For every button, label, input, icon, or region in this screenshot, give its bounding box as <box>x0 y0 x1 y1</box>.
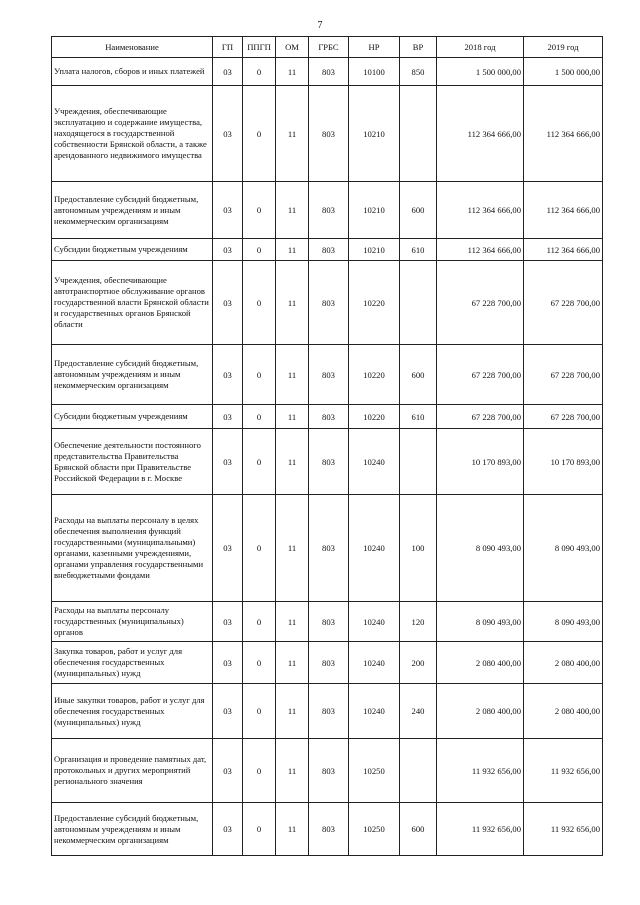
header-name: Наименование <box>52 37 213 58</box>
cell-gp: 03 <box>213 803 243 856</box>
cell-om: 11 <box>276 429 309 495</box>
cell-vr: 850 <box>400 58 437 86</box>
cell-2019: 8 090 493,00 <box>524 602 603 642</box>
header-gp: ГП <box>213 37 243 58</box>
cell-grbs: 803 <box>309 58 349 86</box>
cell-gp: 03 <box>213 602 243 642</box>
cell-nr: 10240 <box>349 684 400 739</box>
cell-ppgp: 0 <box>243 239 276 261</box>
cell-nr: 10210 <box>349 86 400 182</box>
cell-2019: 67 228 700,00 <box>524 405 603 429</box>
page-number: 7 <box>317 20 323 31</box>
cell-om: 11 <box>276 239 309 261</box>
cell-ppgp: 0 <box>243 684 276 739</box>
cell-grbs: 803 <box>309 182 349 239</box>
cell-name: Предоставление субсидий бюджетным, автономным учреждениям и иным некоммерческим организациям <box>52 345 213 405</box>
cell-ppgp: 0 <box>243 86 276 182</box>
cell-gp: 03 <box>213 405 243 429</box>
cell-nr: 10220 <box>349 405 400 429</box>
cell-vr: 600 <box>400 345 437 405</box>
header-nr: НР <box>349 37 400 58</box>
header-ppgp: ППГП <box>243 37 276 58</box>
cell-grbs: 803 <box>309 803 349 856</box>
cell-grbs: 803 <box>309 86 349 182</box>
cell-om: 11 <box>276 739 309 803</box>
cell-2019: 11 932 656,00 <box>524 803 603 856</box>
cell-2018: 67 228 700,00 <box>437 261 524 345</box>
cell-name: Субсидии бюджетным учреждениям <box>52 239 213 261</box>
cell-name: Субсидии бюджетным учреждениям <box>52 405 213 429</box>
cell-grbs: 803 <box>309 429 349 495</box>
cell-2019: 112 364 666,00 <box>524 182 603 239</box>
table-row <box>52 602 603 642</box>
cell-2018: 8 090 493,00 <box>437 495 524 602</box>
cell-grbs: 803 <box>309 345 349 405</box>
table-row <box>52 495 603 602</box>
cell-vr <box>400 429 437 495</box>
cell-vr: 600 <box>400 182 437 239</box>
cell-ppgp: 0 <box>243 58 276 86</box>
cell-om: 11 <box>276 58 309 86</box>
header-2018: 2018 год <box>437 37 524 58</box>
cell-vr: 240 <box>400 684 437 739</box>
cell-name: Учреждения, обеспечивающие автотранспортное обслуживание органов государственной власти Брянской области и государственных органов Брянской области <box>52 261 213 345</box>
cell-om: 11 <box>276 182 309 239</box>
table-row <box>52 182 603 239</box>
cell-nr: 10240 <box>349 642 400 684</box>
cell-2019: 10 170 893,00 <box>524 429 603 495</box>
cell-grbs: 803 <box>309 642 349 684</box>
cell-2019: 2 080 400,00 <box>524 684 603 739</box>
cell-2018: 112 364 666,00 <box>437 86 524 182</box>
cell-nr: 10240 <box>349 602 400 642</box>
cell-2019: 2 080 400,00 <box>524 642 603 684</box>
cell-gp: 03 <box>213 429 243 495</box>
cell-2019: 112 364 666,00 <box>524 239 603 261</box>
cell-ppgp: 0 <box>243 739 276 803</box>
cell-2019: 8 090 493,00 <box>524 495 603 602</box>
cell-2018: 11 932 656,00 <box>437 803 524 856</box>
cell-nr: 10100 <box>349 58 400 86</box>
cell-2018: 112 364 666,00 <box>437 182 524 239</box>
cell-vr <box>400 261 437 345</box>
cell-gp: 03 <box>213 261 243 345</box>
table-row <box>52 58 603 86</box>
cell-vr <box>400 86 437 182</box>
cell-nr: 10250 <box>349 739 400 803</box>
cell-name: Учреждения, обеспечивающие эксплуатацию и содержание имущества, находящегося в государственной собственности Брянской области, а также арендованного недвижимого имущества <box>52 86 213 182</box>
cell-2018: 8 090 493,00 <box>437 602 524 642</box>
cell-name: Организация и проведение памятных дат, протокольных и других мероприятий регионального значения <box>52 739 213 803</box>
table-row <box>52 86 603 182</box>
cell-2019: 11 932 656,00 <box>524 739 603 803</box>
cell-vr: 100 <box>400 495 437 602</box>
table-row <box>52 239 603 261</box>
table-row <box>52 684 603 739</box>
cell-gp: 03 <box>213 239 243 261</box>
cell-2019: 112 364 666,00 <box>524 86 603 182</box>
cell-nr: 10220 <box>349 345 400 405</box>
cell-om: 11 <box>276 345 309 405</box>
cell-ppgp: 0 <box>243 405 276 429</box>
cell-vr <box>400 739 437 803</box>
cell-2018: 112 364 666,00 <box>437 239 524 261</box>
cell-name: Закупка товаров, работ и услуг для обеспечения государственных (муниципальных) нужд <box>52 642 213 684</box>
cell-om: 11 <box>276 495 309 602</box>
table-row <box>52 739 603 803</box>
cell-2018: 10 170 893,00 <box>437 429 524 495</box>
cell-om: 11 <box>276 86 309 182</box>
cell-grbs: 803 <box>309 239 349 261</box>
table-row <box>52 261 603 345</box>
cell-gp: 03 <box>213 495 243 602</box>
cell-gp: 03 <box>213 86 243 182</box>
cell-nr: 10220 <box>349 261 400 345</box>
cell-2018: 11 932 656,00 <box>437 739 524 803</box>
header-2019: 2019 год <box>524 37 603 58</box>
cell-om: 11 <box>276 602 309 642</box>
cell-ppgp: 0 <box>243 602 276 642</box>
cell-ppgp: 0 <box>243 261 276 345</box>
cell-name: Предоставление субсидий бюджетным, автономным учреждениям и иным некоммерческим организациям <box>52 182 213 239</box>
cell-2018: 2 080 400,00 <box>437 684 524 739</box>
cell-ppgp: 0 <box>243 642 276 684</box>
cell-grbs: 803 <box>309 739 349 803</box>
header-om: ОМ <box>276 37 309 58</box>
cell-vr: 610 <box>400 239 437 261</box>
cell-2018: 67 228 700,00 <box>437 405 524 429</box>
cell-name: Предоставление субсидий бюджетным, автономным учреждениям и иным некоммерческим организациям <box>52 803 213 856</box>
table-row <box>52 803 603 856</box>
cell-gp: 03 <box>213 642 243 684</box>
cell-gp: 03 <box>213 739 243 803</box>
cell-grbs: 803 <box>309 602 349 642</box>
cell-nr: 10240 <box>349 495 400 602</box>
cell-name: Расходы на выплаты персоналу в целях обеспечения выполнения функций государственными (муниципальными) органами, казенными учреждениями, органами управления государственными внебюджетными фондами <box>52 495 213 602</box>
header-grbs: ГРБС <box>309 37 349 58</box>
cell-name: Иные закупки товаров, работ и услуг для обеспечения государственных (муниципальных) нужд <box>52 684 213 739</box>
header-vr: ВР <box>400 37 437 58</box>
cell-name: Обеспечение деятельности постоянного представительства Правительства Брянской области при Правительстве Российской Федерации в г. Москве <box>52 429 213 495</box>
cell-ppgp: 0 <box>243 429 276 495</box>
cell-nr: 10210 <box>349 239 400 261</box>
cell-nr: 10240 <box>349 429 400 495</box>
cell-vr: 120 <box>400 602 437 642</box>
cell-gp: 03 <box>213 345 243 405</box>
cell-grbs: 803 <box>309 405 349 429</box>
cell-2019: 67 228 700,00 <box>524 345 603 405</box>
cell-om: 11 <box>276 405 309 429</box>
cell-ppgp: 0 <box>243 803 276 856</box>
cell-name: Уплата налогов, сборов и иных платежей <box>52 58 213 86</box>
table-row <box>52 429 603 495</box>
cell-gp: 03 <box>213 684 243 739</box>
cell-name: Расходы на выплаты персоналу государственных (муниципальных) органов <box>52 602 213 642</box>
cell-ppgp: 0 <box>243 495 276 602</box>
cell-2018: 1 500 000,00 <box>437 58 524 86</box>
table-header-row <box>52 37 603 58</box>
cell-ppgp: 0 <box>243 345 276 405</box>
cell-om: 11 <box>276 642 309 684</box>
cell-2019: 1 500 000,00 <box>524 58 603 86</box>
cell-om: 11 <box>276 261 309 345</box>
table-row <box>52 642 603 684</box>
cell-2019: 67 228 700,00 <box>524 261 603 345</box>
cell-2018: 67 228 700,00 <box>437 345 524 405</box>
cell-vr: 600 <box>400 803 437 856</box>
cell-2018: 2 080 400,00 <box>437 642 524 684</box>
cell-ppgp: 0 <box>243 182 276 239</box>
cell-gp: 03 <box>213 58 243 86</box>
cell-gp: 03 <box>213 182 243 239</box>
cell-nr: 10250 <box>349 803 400 856</box>
table-row <box>52 345 603 405</box>
cell-vr: 200 <box>400 642 437 684</box>
cell-nr: 10210 <box>349 182 400 239</box>
table-row <box>52 405 603 429</box>
cell-om: 11 <box>276 803 309 856</box>
budget-table <box>51 36 603 856</box>
cell-om: 11 <box>276 684 309 739</box>
cell-grbs: 803 <box>309 261 349 345</box>
cell-grbs: 803 <box>309 684 349 739</box>
cell-vr: 610 <box>400 405 437 429</box>
cell-grbs: 803 <box>309 495 349 602</box>
